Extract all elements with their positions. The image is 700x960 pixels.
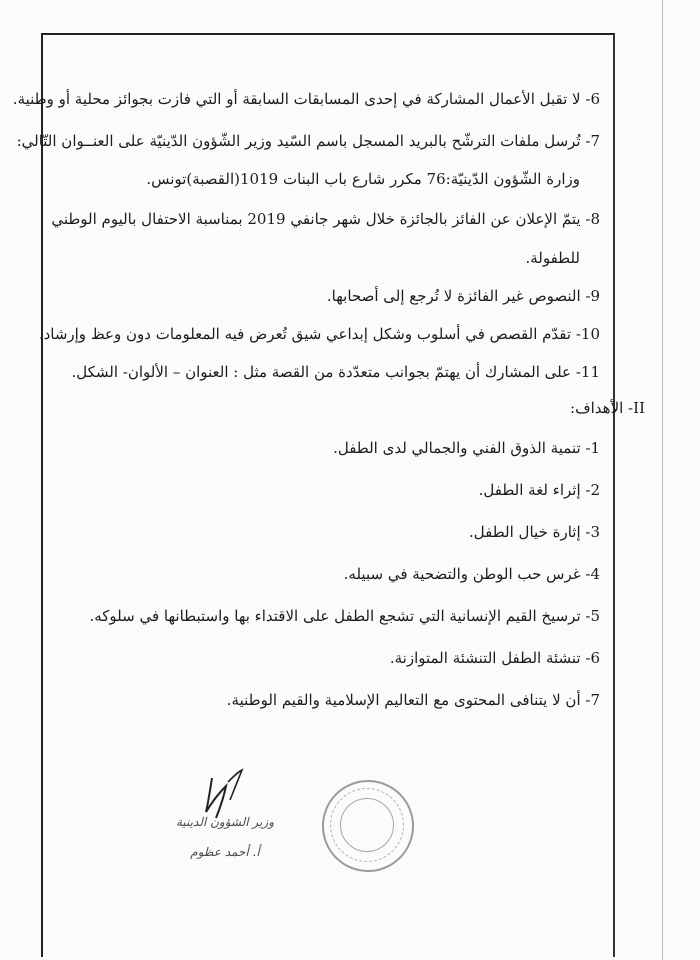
scan-edge-line [662,0,663,960]
rule-item-8: 8- يتمّ الإعلان عن الفائز بالجائزة خلال شهر جانفي 2019 بمناسبة الاحتفال باليوم الوطني [51,210,600,228]
goal-item-1: 1- تنمية الذوق الفني والجمالي لدى الطفل. [333,439,600,457]
rule-item-9: 9- النصوص غير الفائزة لا تُرجع إلى أصحابها. [326,287,600,305]
rule-item-6: 6- لا تقبل الأعمال المشاركة في إحدى المسابقات السابقة أو التي فازت بجوائز محلية أو وطنية. [12,90,600,108]
goal-item-5: 5- ترسيخ القيم الإنسانية التي تشجع الطفل على الاقتداء بها واستبطانها في سلوكه. [89,607,600,625]
rule-item-11: 11- على المشارك أن يهتمّ بجوانب متعدّدة من القصة مثل : العنوان – الألوان- الشكل. [71,363,600,381]
goal-item-7: 7- أن لا يتنافى المحتوى مع التعاليم الإسلامية والقيم الوطنية. [226,691,600,709]
goal-item-4: 4- غرس حب الوطن والتضحية في سبيله. [343,565,600,583]
goal-item-3: 3- إثارة خيال الطفل. [469,523,600,541]
official-stamp [322,780,414,872]
signature-name: أ. أحمد عظوم [190,845,260,859]
rule-item-10: 10- تقدّم القصص في أسلوب وشكل إبداعي شيق تُعرض فيه المعلومات دون وعظ وإرشاد. [38,325,600,343]
rule-item-8-cont: للطفولة. [525,249,580,267]
goal-item-2: 2- إثراء لغة الطفل. [478,481,600,499]
document-body [12,80,645,710]
section-heading: II- الأهداف: [570,399,645,417]
signature-title: وزير الشؤون الدينية [176,815,274,829]
stamp-inner-circle [340,798,394,852]
rule-item-7: 7- تُرسل ملفات الترشّح بالبريد المسجل باسم السّيد وزير الشّؤون الدّينيّة على العنــوان التّالي: [16,132,600,150]
rule-item-7-address: وزارة الشّؤون الدّينيّة:76 مكرر شارع باب البنات 1019(القصبة)تونس. [146,170,580,188]
goal-item-6: 6- تنشئة الطفل التنشئة المتوازنة. [389,649,600,667]
